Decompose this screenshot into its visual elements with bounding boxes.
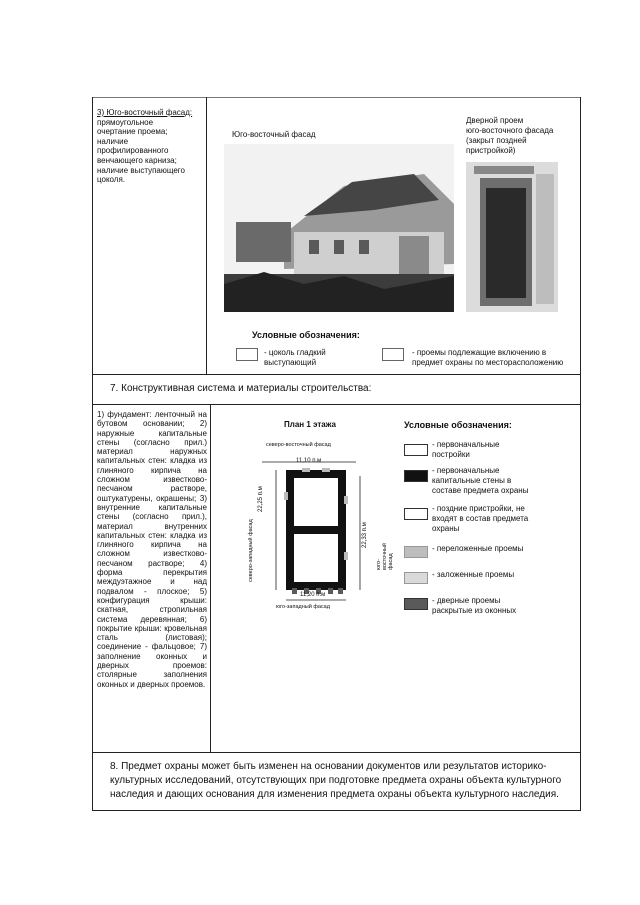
legend-label: - поздние пристройки, не входят в состав предмета охраны <box>432 504 529 533</box>
door-photo <box>466 162 558 312</box>
section7-col-divider <box>210 404 211 753</box>
table-top-border <box>92 97 580 98</box>
plan-right-facade: юго-восточный фасад <box>376 543 394 570</box>
floor-plan <box>236 412 396 612</box>
legend-swatch <box>404 598 428 610</box>
legend-swatch-plinth <box>236 348 258 361</box>
row3-left-cell <box>97 108 203 185</box>
row3-bottom-border <box>92 374 580 375</box>
plan-dim-right: 22,33 п.м <box>362 522 368 548</box>
section8-text: 8. Предмет охраны может быть изменен на основании документов или результатов историко-культурных исследований, отсутствующих при подготовке предмета охраны объекта культурного наследия и дающих основания для изменения предмета охраны объекта культурного наследия. <box>110 761 562 800</box>
legend-label-openings: - проемы подлежащие включению в предмет охраны по месторасположению <box>412 348 564 367</box>
plan-dim-top: 11,10 п.м <box>296 458 322 464</box>
legend-label: - первоначальные постройки <box>432 440 500 459</box>
photo1-caption: Юго-восточный фасад <box>232 130 316 139</box>
plan-left-facade: северо-западный фасад <box>248 519 254 582</box>
section7-title-bottom-border <box>92 404 580 405</box>
section7-legend <box>404 440 576 620</box>
legend-label: - переложенные проемы <box>432 544 524 553</box>
legend-swatch <box>404 546 428 558</box>
table-left-border <box>92 97 93 811</box>
legend-label: - первоначальные капитальные стены в составе предмета охраны <box>432 466 529 495</box>
plan-dim-left: 22,25 п.м <box>258 486 264 512</box>
plan-dim-bottom: 11,20 п.м <box>300 592 326 598</box>
photo2-caption: Дверной проем юго-восточного фасада (закрыт поздней пристройкой) <box>466 116 554 155</box>
facade-heading: 3) Юго-восточный фасад: <box>97 108 193 117</box>
plan-title: План 1 этажа <box>284 420 336 429</box>
legend-swatch <box>404 470 428 482</box>
legend-label: - дверные проемы раскрытые из оконных <box>432 596 517 615</box>
legend-swatch <box>404 572 428 584</box>
section7-bottom-border <box>92 752 580 753</box>
facade-description: прямоугольное очертание проема; наличие профилированного венчающего карниза; наличие выступающего цоколя. <box>97 117 185 185</box>
legend-swatch <box>404 508 428 520</box>
legend-swatch-openings <box>382 348 404 361</box>
plan-drawing <box>236 456 396 612</box>
row3-col-divider <box>206 97 207 375</box>
section7-legend-title: Условные обозначения: <box>404 420 512 430</box>
plan-top-facade: северо-восточный фасад <box>266 442 331 448</box>
table-bottom-border <box>92 810 580 811</box>
legend-label: - заложенные проемы <box>432 570 515 579</box>
legend-label-plinth: - цоколь гладкий выступающий <box>264 348 326 367</box>
facade-photo <box>224 144 454 312</box>
materials-text: 1) фундамент: ленточный на бутовом основании; 2) наружные капитальные стены (согласно прил.) материал наружных капитальных стен: кладка из глиняного кирпича на сложном известково-песчаном растворе, оштукатурены, окрашены; 3) внутренние капитальные стены (согласно прил.), материал внутренних капитальных стен: кладка из глиняного кирпича на сложном известково-песчаном растворе; 4) форма перекрытия междуэтажное и над подвалом - плоское; 5) конфигурация крыши: скатная, стропильная система деревянная; 6) покрытие крыши: кровельная сталь (листовая); соединение - фальцовое; 7) заполнение оконных и дверных проемов: столярные заполнения оконных и дверных проемов. <box>97 410 207 689</box>
section7-title: 7. Конструктивная система и материалы строительства: <box>110 383 372 394</box>
plan-bottom-facade: юго-западный фасад <box>276 604 330 610</box>
row3-legend-title: Условные обозначения: <box>252 330 360 340</box>
legend-swatch <box>404 444 428 456</box>
table-right-border <box>580 97 581 811</box>
